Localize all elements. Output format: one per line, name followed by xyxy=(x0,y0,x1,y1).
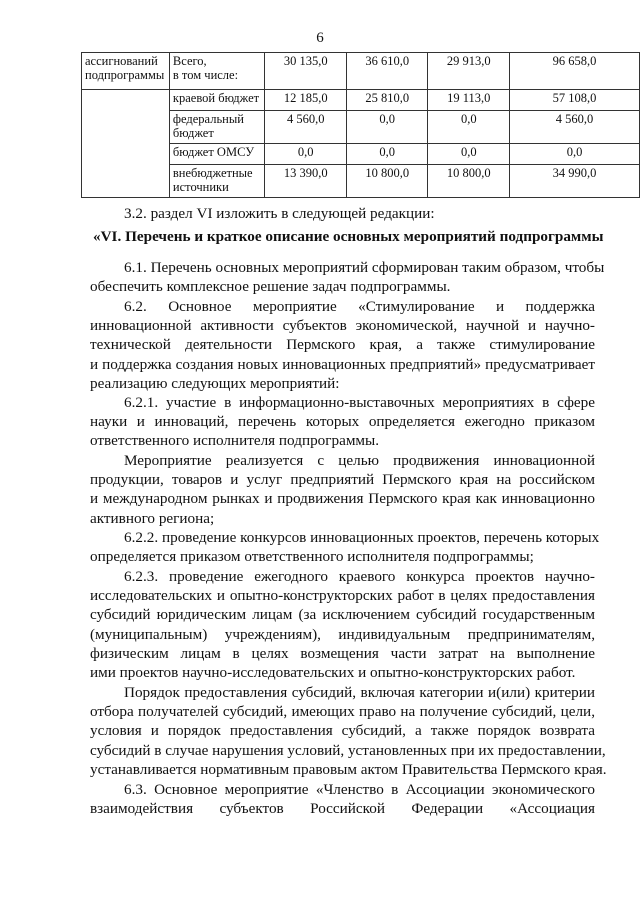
paragraph-line: определяется приказом ответственного исполнителя подпрограммы; xyxy=(90,548,534,566)
paragraph-6-1 xyxy=(90,258,605,296)
value-cell: 10 800,0 xyxy=(428,165,510,198)
value-cell: 13 390,0 xyxy=(265,165,347,198)
paragraph-line: и международном рынках и продвижения Пермского края как инновационно xyxy=(90,490,595,508)
source-cell xyxy=(169,111,265,144)
paragraph-measure-goal xyxy=(90,451,595,528)
source-line: в том числе: xyxy=(172,68,239,82)
paragraph-line: инновационной активности субъектов экономической, научной и научно- xyxy=(90,317,595,335)
section-heading-text: «VI. Перечень и краткое описание основных мероприятий подпрограммы xyxy=(93,228,604,245)
value-cell: 0,0 xyxy=(428,144,510,165)
source-cell xyxy=(169,53,265,90)
paragraph-6-2-1 xyxy=(90,393,595,451)
paragraph-line: субсидий юридическим лицам (за исключением субсидий государственным xyxy=(90,606,595,624)
financing-table xyxy=(81,52,640,198)
paragraph-6-3 xyxy=(90,780,595,818)
paragraph-line: 6.2.3. проведение ежегодного краевого конкурса проектов научно- xyxy=(124,568,595,585)
value-cell: 4 560,0 xyxy=(265,111,347,144)
value-cell: 57 108,0 xyxy=(510,90,640,111)
value-cell: 19 113,0 xyxy=(428,90,510,111)
value-cell: 4 560,0 xyxy=(510,111,640,144)
source-cell xyxy=(169,165,265,198)
paragraph-line: 6.2. Основное мероприятие «Стимулирование и поддержка xyxy=(124,298,595,315)
value-cell: 0,0 xyxy=(428,111,510,144)
paragraph-6-2-3 xyxy=(90,567,595,682)
paragraph-line: 6.2.1. участие в информационно-выставочных мероприятиях в сфере xyxy=(124,394,595,411)
value-cell: 10 800,0 xyxy=(346,165,428,198)
paragraph-line: ими проектов научно-исследовательских и опытно-конструкторских работ. xyxy=(90,663,576,681)
paragraph-line: активного региона; xyxy=(90,509,215,527)
paragraph-line: субсидий в случае нарушения условий, установленных при их предоставлении, xyxy=(90,741,606,759)
value-cell: 29 913,0 xyxy=(428,53,510,90)
paragraph-line: ответственного исполнителя подпрограммы. xyxy=(90,432,380,450)
empty-cell xyxy=(82,90,170,198)
source-cell: краевой бюджет xyxy=(169,90,265,111)
paragraph-6-2 xyxy=(90,297,595,393)
value-cell: 30 135,0 xyxy=(265,53,347,90)
page-number: 6 xyxy=(316,30,324,46)
paragraph-line: (муниципальным) учреждениям), индивидуальным предпринимателям, xyxy=(90,625,595,643)
paragraph-line: технической деятельности Пермского края, а также стимулирование xyxy=(90,336,595,354)
paragraph-6-2-2 xyxy=(90,528,600,566)
section-heading xyxy=(90,227,604,246)
paragraph-line: 6.3. Основное мероприятие «Членство в Ассоциации экономического xyxy=(124,781,595,798)
source-line: источники xyxy=(172,180,229,194)
table-row xyxy=(82,53,640,90)
value-cell: 0,0 xyxy=(265,144,347,165)
value-cell: 25 810,0 xyxy=(346,90,428,111)
paragraph-line: условия и порядок предоставления субсидий, а также порядок возврата xyxy=(90,722,595,740)
table-row-header-cell xyxy=(82,53,170,90)
value-cell: 0,0 xyxy=(510,144,640,165)
paragraph-line: физическим лицам в целях возмещения части затрат на выполнение xyxy=(90,644,595,662)
paragraph-line: и поддержка создания новых инновационных предприятий» предусматривает xyxy=(90,355,595,373)
row-header-line: подпрограммы xyxy=(85,68,165,82)
paragraph-line: Порядок предоставления субсидий, включая категории и(или) критерии xyxy=(124,684,595,701)
paragraph-line: обеспечить комплексное решение задач подпрограммы. xyxy=(90,278,451,296)
paragraph-line: науки и инноваций, перечень которых определяется ежегодно приказом xyxy=(90,413,595,431)
row-header-line: ассигнований xyxy=(85,54,158,68)
paragraph-line: 6.1. Перечень основных мероприятий сформирован таким образом, чтобы xyxy=(124,259,605,276)
value-cell: 34 990,0 xyxy=(510,165,640,198)
source-cell: бюджет ОМСУ xyxy=(169,144,265,165)
source-line: внебюджетные xyxy=(172,166,253,180)
value-cell: 96 658,0 xyxy=(510,53,640,90)
table-row xyxy=(82,90,640,111)
paragraph-line: исследовательских и опытно-конструкторских работ в целях предоставления xyxy=(90,587,595,605)
paragraph-subsidy-order xyxy=(90,683,607,779)
source-line: Всего, xyxy=(172,54,207,68)
paragraph-line: отбора получателей субсидий, имеющих право на получение субсидий, цели, xyxy=(90,703,595,721)
paragraph-line: 6.2.2. проведение конкурсов инновационных проектов, перечень которых xyxy=(124,529,600,546)
paragraph-line: 3.2. раздел VI изложить в следующей редакции: xyxy=(124,205,435,222)
source-line: федеральный xyxy=(172,112,244,126)
value-cell: 0,0 xyxy=(346,111,428,144)
paragraph-line: устанавливается нормативным правовым актом Правительства Пермского края. xyxy=(90,760,607,778)
value-cell: 12 185,0 xyxy=(265,90,347,111)
paragraph-line: взаимодействия субъектов Российской Федерации «Ассоциация xyxy=(90,800,595,818)
source-line: бюджет xyxy=(172,126,214,140)
paragraph-line: продукции, товаров и услуг предприятий Пермского края на российском xyxy=(90,471,595,489)
amendment-line xyxy=(90,204,595,223)
paragraph-line: Мероприятие реализуется с целью продвижения инновационной xyxy=(124,452,595,469)
value-cell: 0,0 xyxy=(346,144,428,165)
value-cell: 36 610,0 xyxy=(346,53,428,90)
paragraph-line: реализацию следующих мероприятий: xyxy=(90,374,340,392)
